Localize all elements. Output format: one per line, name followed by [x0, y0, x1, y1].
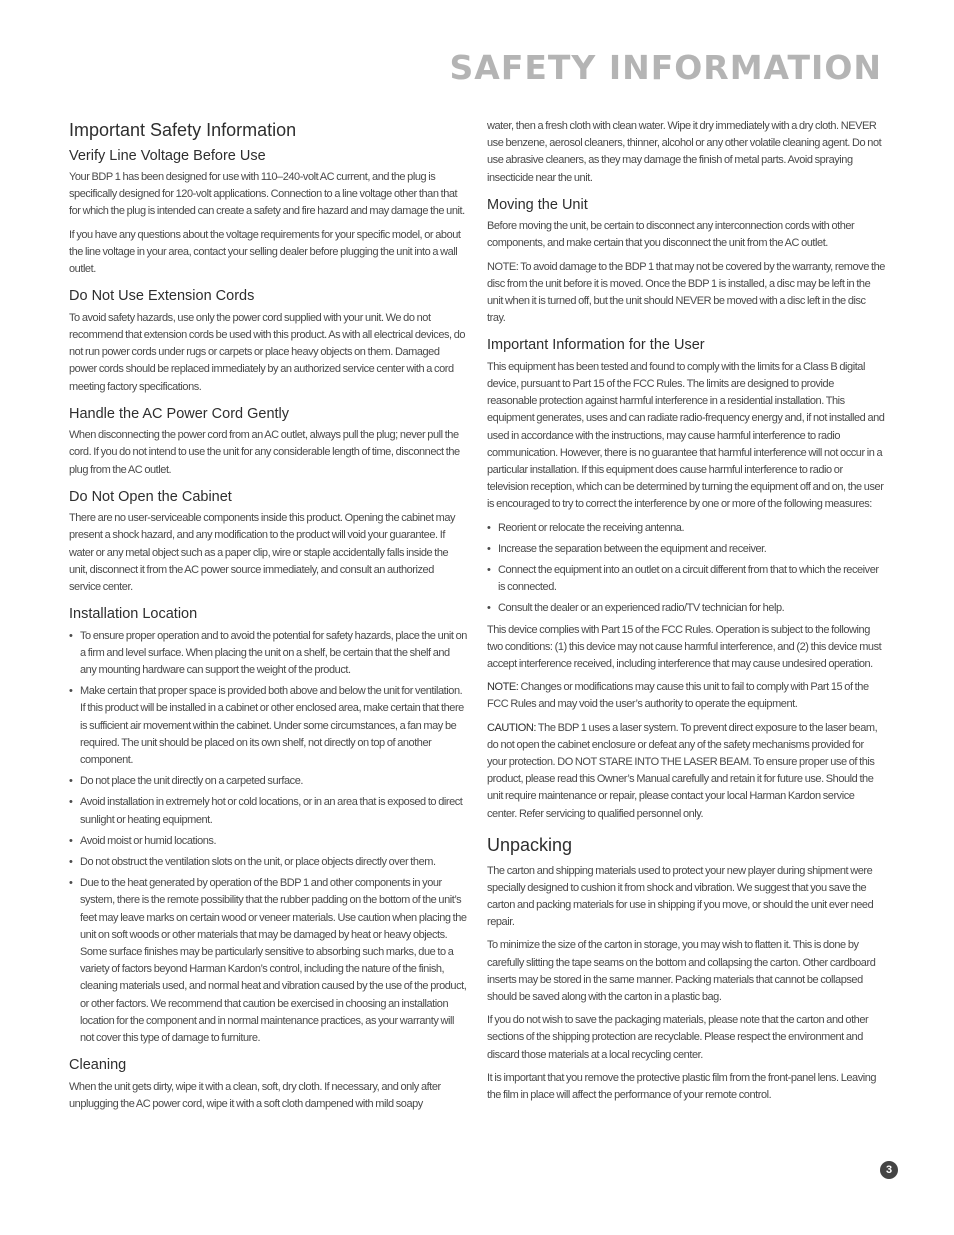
bullet-icon: •	[69, 855, 73, 868]
paragraph: If you have any questions about the voltage requirements for your specific model, or about the line voltage in your area, contact your selling dealer before plugging the unit into a wall outlet.	[69, 228, 461, 276]
bullet-icon: •	[69, 629, 73, 642]
caution-paragraph: CAUTION: The BDP 1 uses a laser system. To prevent direct exposure to the laser beam, do not open the cabinet enclosure or defeat any of the safety mechanisms provided for your protection. DO NOT STARE INTO THE LASER BEAM. To ensure proper use of this product, please read this Owner’s Manual carefully and retain it for future use. Should the unit require maintenance or repair, please contact your local Harman Kardon service center. Refer servicing to qualified personnel only.	[487, 721, 878, 820]
bullet-icon: •	[69, 877, 73, 890]
page-number: 3	[880, 1161, 898, 1179]
note-label: NOTE:	[487, 681, 519, 694]
paragraph: This equipment has been tested and found to comply with the limits for a Class B digital device, pursuant to Part 15 of the FCC Rules. The limits are designed to provide reasonable protection against harmful interference in a residential installation. This equipment generates, uses and can radiate radio-frequency energy and, if not installed and used in accordance with the instructions, may cause harmful interference to radio communication. However, there is no guarantee that harmful interference will not occur in a particular installation. If this equipment does cause harmful interference to radio or television reception, which can be determined by turning the equipment off and on, the user is encouraged to try to correct the interference by one or more of the following measures:	[487, 360, 885, 511]
paragraph: NOTE: To avoid damage to the BDP 1 that may not be covered by the warranty, remove the disc from the unit before it is moved. Once the BDP 1 is installed, a disc may be left in the unit when it is turned off, but the unit should NEVER be moved with a disc left in the disc tray.	[487, 260, 885, 325]
paragraph: When disconnecting the power cord from an AC outlet, always pull the plug; never pull the cord. If you do not intend to use the unit for any considerable length of time, disconnect the plug from the AC outlet.	[69, 429, 460, 476]
left-column	[69, 120, 467, 1119]
bullet-icon: •	[487, 542, 491, 555]
page-title: SAFETY INFORMATION	[449, 48, 882, 87]
heading-open-cabinet: Do Not Open the Cabinet	[69, 488, 232, 505]
caution-label: CAUTION:	[487, 721, 536, 734]
list-item: • Reorient or relocate the receiving antenna.	[487, 520, 885, 537]
list-item: • Avoid moist or humid locations.	[69, 833, 467, 850]
section-heading-unpacking: Unpacking	[487, 834, 573, 855]
note-paragraph: NOTE: Changes or modifications may cause this unit to fail to comply with Part 15 of the FCC Rules and may void the user’s authority to operate the equipment.	[487, 681, 869, 711]
heading-moving-unit: Moving the Unit	[487, 196, 588, 213]
heading-installation-location: Installation Location	[69, 606, 198, 623]
list-item: • Connect the equipment into an outlet on a circuit different from that to which the receiver is connected.	[487, 564, 879, 594]
paragraph: water, then a fresh cloth with clean water. Wipe it dry immediately with a dry cloth. NEVER use benzene, aerosol cleaners, thinner, alcohol or any other volatile cleaning agent. Do not use abrasive cleaners, as they may damage the finish of metal parts. Avoid spraying insecticide near the unit.	[487, 120, 882, 184]
list-item: • Consult the dealer or an experienced radio/TV technician for help.	[487, 600, 885, 617]
bullet-icon: •	[69, 796, 73, 809]
list-item: • Do not obstruct the ventilation slots on the unit, or place objects directly over them.	[69, 854, 467, 871]
paragraph: This device complies with Part 15 of the FCC Rules. Operation is subject to the following two conditions: (1) this device may not cause harmful interference, and (2) this device must accept interference received, including interference that may cause undesired operation.	[487, 623, 882, 671]
installation-list	[69, 628, 467, 1048]
heading-user-information: Important Information for the User	[487, 337, 705, 354]
bullet-icon: •	[69, 834, 73, 847]
paragraph: The carton and shipping materials used to protect your new player during shipment were specially designed to cushion it from shock and vibration. We suggest that you save the carton and packing materials for use in shipping if you move, or should the unit ever need repair.	[487, 864, 874, 929]
heading-verify-voltage: Verify Line Voltage Before Use	[69, 147, 266, 164]
bullet-icon: •	[69, 685, 73, 698]
paragraph: Your BDP 1 has been designed for use with 110–240-volt AC current, and the plug is specifically designed for 120-volt applications. Connection to a line voltage other than that for which the plug is intended can create a safety and fire hazard and may damage the unit.	[69, 171, 465, 218]
bullet-icon: •	[487, 602, 491, 615]
bullet-icon: •	[487, 521, 491, 534]
right-column	[487, 118, 885, 1110]
fcc-measures-list	[487, 520, 885, 618]
list-item: • Avoid installation in extremely hot or cold locations, or in an area that is exposed to direct sunlight or heating equipment.	[69, 796, 463, 826]
paragraph: It is important that you remove the protective plastic film from the front-panel lens. Leaving the film in place will affect the performance of your remote control.	[487, 1071, 877, 1102]
paragraph: Before moving the unit, be certain to disconnect any interconnection cords with other components, and make certain that you disconnect the unit from the AC outlet.	[487, 220, 855, 250]
list-item: • Due to the heat generated by operation of the BDP 1 and other components in your system, there is the remote possibility that the rubber padding on the bottom of the unit’s feet may leave marks on certain wood or veneer materials. Use caution when placing the unit on soft woods or other materials that may be damaged by heat or heavy objects. Some surface finishes may be particularly sensitive to absorbing such marks, due to a variety of factors beyond Harman Kardon’s control, including the nature of the finish, cleaning materials used, and normal heat and vibration caused by the use of the product, or other factors. We recommend that caution be exercised in choosing an installation location for the component and in normal maintenance practices, as your warranty will not cover this type of damage to furniture.	[69, 877, 467, 1044]
heading-cleaning: Cleaning	[69, 1057, 127, 1074]
list-item: • Increase the separation between the equipment and receiver.	[487, 541, 885, 558]
list-item: • To ensure proper operation and to avoid the potential for safety hazards, place the unit on a firm and level surface. When placing the unit on a shelf, be certain that the shelf and any mounting hardware can support the weight of the product.	[69, 629, 467, 676]
paragraph: If you do not wish to save the packaging materials, please note that the carton and other sections of the shipping protection are recyclable. Please respect the environment and discard those materials at a local recycling center.	[487, 1014, 869, 1061]
section-heading-important-safety: Important Safety Information	[69, 120, 297, 140]
heading-power-cord: Handle the AC Power Cord Gently	[69, 405, 290, 422]
paragraph: To minimize the size of the carton in storage, you may wish to flatten it. This is done by carefully slitting the tape seams on the bottom and collapsing the carton. Other cardboard inserts may be stored in the same manner. Packing materials that cannot be collapsed should be saved along with the carton in a plastic bag.	[487, 939, 876, 1003]
paragraph: When the unit gets dirty, wipe it with a clean, soft, dry cloth. If necessary, and only after unplugging the AC power cord, wipe it with a soft cloth dampened with mild soapy	[69, 1080, 441, 1110]
list-item: • Make certain that proper space is provided both above and below the unit for ventilation. If this product will be installed in a cabinet or other enclosed area, make certain that there is sufficient air movement within the cabinet. Under some circumstances, a fan may be required. The unit should be placed on its own shelf, not directly on top of another component.	[69, 685, 464, 766]
bullet-icon: •	[487, 564, 491, 577]
bullet-icon: •	[69, 775, 73, 788]
list-item: • Do not place the unit directly on a carpeted surface.	[69, 773, 467, 790]
paragraph: There are no user-serviceable components inside this product. Opening the cabinet may present a shock hazard, and any modification to the product will void your guarantee. If water or any metal object such as a paper clip, wire or staple accidentally falls inside the unit, disconnect it from the AC power source immediately, and consult an authorized service center.	[69, 512, 456, 593]
paragraph: To avoid safety hazards, use only the power cord supplied with your unit. We do not recommend that extension cords be used with this product. As with all electrical devices, do not run power cords under rugs or carpets or place heavy objects on them. Damaged power cords should be replaced immediately by an authorized service center with a cord meeting factory specifications.	[69, 311, 466, 393]
heading-extension-cords: Do Not Use Extension Cords	[69, 288, 255, 305]
